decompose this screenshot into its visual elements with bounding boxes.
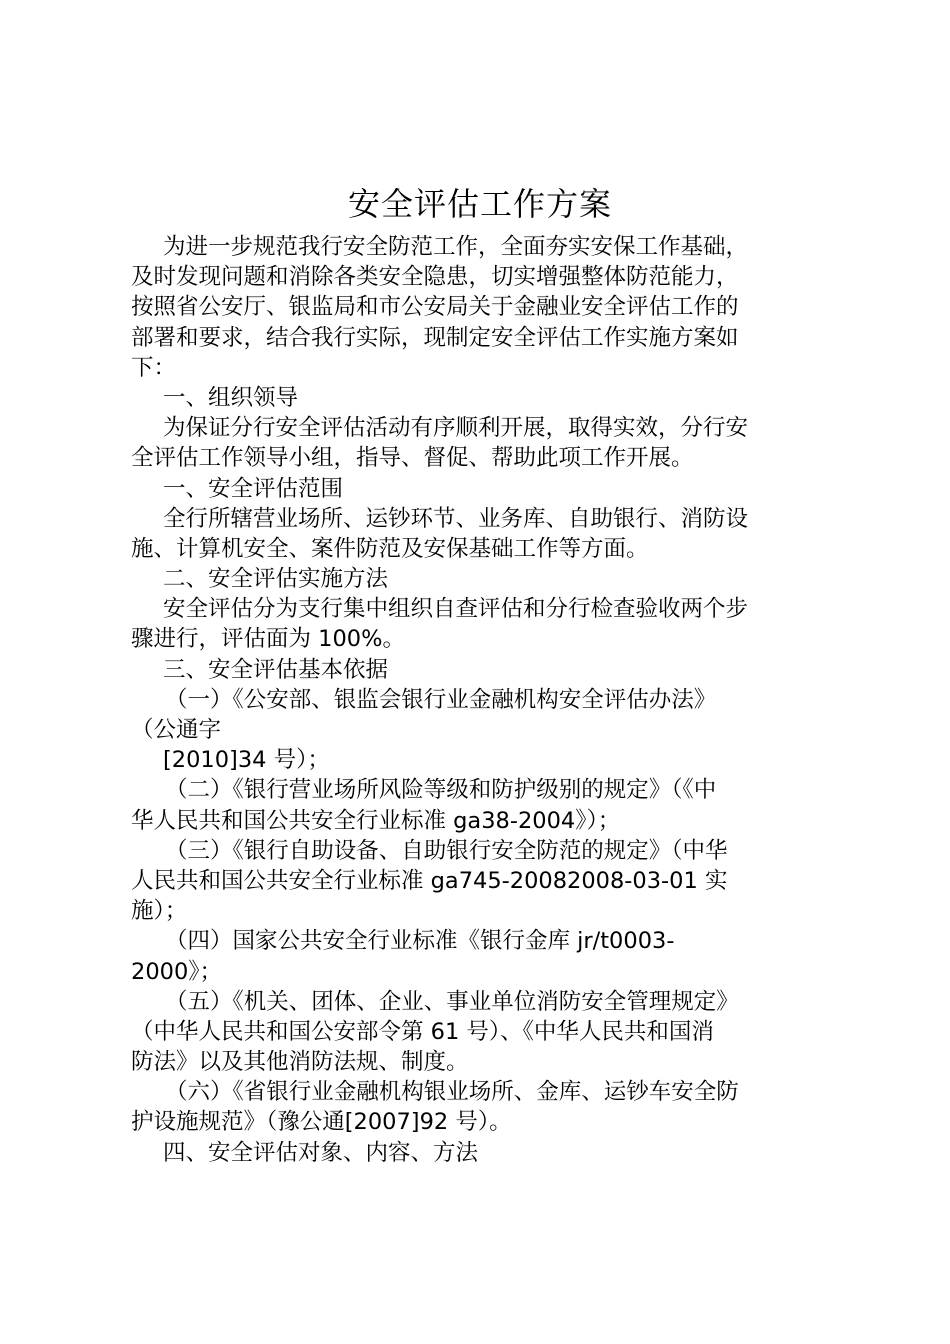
list-item: （公通字 xyxy=(131,717,222,743)
list-item: 防法》以及其他消防法规、制度。 xyxy=(131,1049,469,1076)
paragraph-line: 部署和要求，结合我行实际，现制定安全评估工作实施方案如 xyxy=(131,324,739,351)
paragraph-line: 骤进行，评估面为 100%。 xyxy=(131,626,405,653)
section-heading: 二、安全评估实施方法 xyxy=(163,566,389,593)
section-heading: 三、安全评估基本依据 xyxy=(163,656,389,683)
section-heading: 一、安全评估范围 xyxy=(163,475,344,502)
paragraph-line: 为进一步规范我行安全防范工作，全面夯实安保工作基础， xyxy=(163,234,749,260)
paragraph-line: 下： xyxy=(131,354,177,381)
paragraph-line: 安全评估分为支行集中组织自查评估和分行检查验收两个步 xyxy=(163,596,749,623)
document-title: 安全评估工作方案 xyxy=(347,185,612,223)
paragraph-line: 施、计算机安全、案件防范及安保基础工作等方面。 xyxy=(131,535,649,562)
list-item: （三）《银行自助设备、自助银行安全防范的规定》（中华 xyxy=(165,837,728,864)
paragraph-line: 按照省公安厅、银监局和市公安局关于金融业安全评估工作的 xyxy=(131,294,739,321)
list-item: （六）《省银行业金融机构银业场所、金库、运钞车安全防 xyxy=(165,1079,739,1106)
paragraph-line: 为保证分行安全评估活动有序顺利开展，取得实效，分行安 xyxy=(163,415,749,442)
list-item: （中华人民共和国公安部令第 61 号）、《中华人民共和国消 xyxy=(131,1018,714,1045)
list-item: 2000》； xyxy=(131,958,223,985)
section-heading: 四、安全评估对象、内容、方法 xyxy=(163,1139,479,1166)
list-item: 护设施规范》（豫公通[2007]92 号）。 xyxy=(131,1109,512,1136)
list-item: （四）国家公共安全行业标准《银行金库 jr/t0003- xyxy=(165,928,675,955)
paragraph-line: 及时发现问题和消除各类安全隐患，切实增强整体防范能力， xyxy=(131,264,739,291)
list-item: 华人民共和国公共安全行业标准 ga38-2004》）； xyxy=(131,807,621,834)
list-item: （五）《机关、团体、企业、事业单位消防安全管理规定》 xyxy=(165,988,739,1015)
section-heading: 一、组织领导 xyxy=(163,384,299,411)
document-body xyxy=(131,232,831,1168)
paragraph-line: 全行所辖营业场所、运钞环节、业务库、自助银行、消防设 xyxy=(163,505,749,532)
list-item: [2010]34 号）； xyxy=(163,747,330,774)
list-item: 人民共和国公共安全行业标准 ga745-20082008-03-01 实 xyxy=(131,867,728,894)
list-item: 施）； xyxy=(131,898,188,925)
paragraph-line: 全评估工作领导小组，指导、督促、帮助此项工作开展。 xyxy=(131,445,694,472)
list-item: （一）《公安部、银监会银行业金融机构安全评估办法》 xyxy=(165,686,717,713)
list-item: （二）《银行营业场所风险等级和防护级别的规定》（《中 xyxy=(165,777,717,804)
